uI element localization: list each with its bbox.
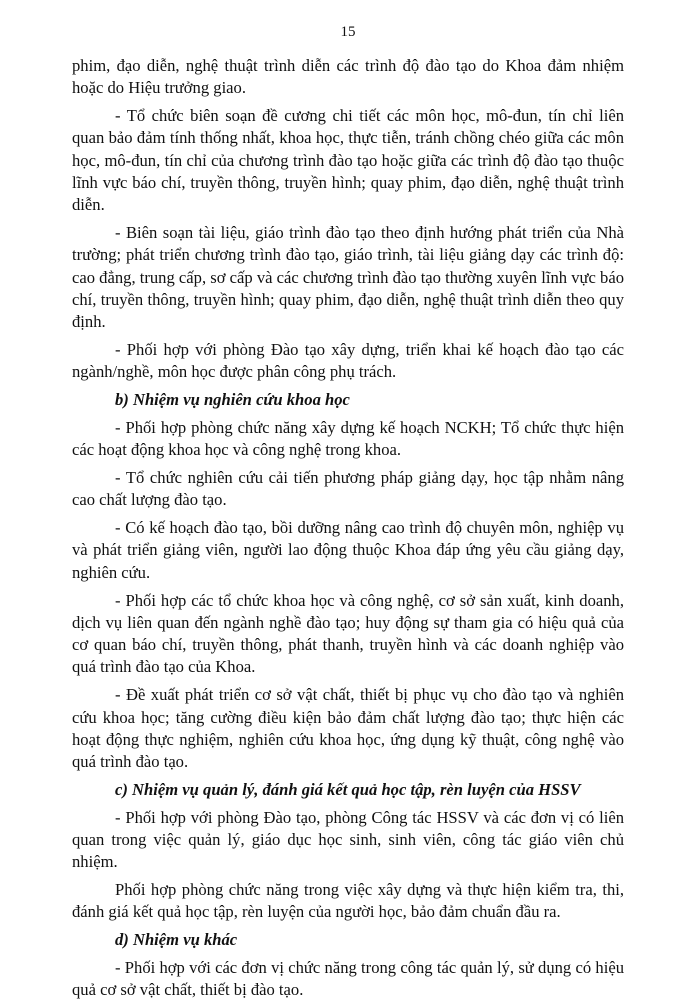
paragraph-syllabus-compilation: - Tổ chức biên soạn đề cương chi tiết các môn học, mô-đun, tín chỉ liên quan bảo đảm tính thống nhất, khoa học, thực tiễn, tránh chồng chéo giữa các môn học, mô-đun, tín chỉ của chương trình đào tạo hoặc giữa các trình độ đào tạo thuộc lĩnh vực báo chí, truyền thông, truyền hình; quay phim, đạo diễn, nghệ thuật trình diễn. [72, 106, 624, 215]
paragraph-facilities-usage: - Phối hợp với các đơn vị chức năng trong công tác quản lý, sử dụng có hiệu quả cơ sở vật chất, thiết bị đào tạo. [72, 957, 624, 1000]
paragraph-industry-cooperation: - Phối hợp các tổ chức khoa học và công nghệ, cơ sở sản xuất, kinh doanh, dịch vụ liên quan đến ngành nghề đào tạo; huy động sự tham gia có hiệu quả của cơ quan báo chí, truyền thông, phát thanh, truyền hình và các doanh nghiệp vào quá trình đào tạo của Khoa. [72, 590, 624, 677]
page-number: 15 [340, 24, 356, 40]
paragraph-textbook-compilation: - Biên soạn tài liệu, giáo trình đào tạo theo định hướng phát triển của Nhà trường; phát triển chương trình đào tạo, giáo trình, tài liệu giảng dạy các trình độ: cao đẳng, trung cấp, sơ cấp và các chương trình đào tạo thường xuyên lĩnh vực báo chí, truyền thông, truyền hình; quay phim, đạo diễn, nghệ thuật trình diễn theo quy định. [72, 223, 624, 332]
heading-research-duties: b) Nhiệm vụ nghiên cứu khoa học [115, 390, 350, 410]
paragraph-continuation: phim, đạo diễn, nghệ thuật trình diễn các trình độ đào tạo do Khoa đảm nhiệm hoặc do Hiệu trưởng giao. [72, 56, 624, 98]
heading-student-management-duties: c) Nhiệm vụ quản lý, đánh giá kết quả học tập, rèn luyện của HSSV [115, 779, 581, 799]
paragraph-teaching-method-research: - Tổ chức nghiên cứu cải tiến phương pháp giảng dạy, học tập nhằm nâng cao chất lượng đào tạo. [72, 468, 624, 510]
paragraph-research-plan: - Phối hợp phòng chức năng xây dựng kế hoạch NCKH; Tổ chức thực hiện các hoạt động khoa học và công nghệ trong khoa. [72, 417, 624, 460]
paragraph-student-management: - Phối hợp với phòng Đào tạo, phòng Công tác HSSV và các đơn vị có liên quan trong việc quản lý, giáo dục học sinh, sinh viên, công tác giáo viên chủ nhiệm. [72, 807, 624, 872]
heading-other-duties: d) Nhiệm vụ khác [115, 930, 238, 950]
paragraph-staff-development: - Có kế hoạch đào tạo, bồi dưỡng nâng cao trình độ chuyên môn, nghiệp vụ và phát triển giảng viên, người lao động thuộc Khoa đáp ứng yêu cầu giảng dạy, nghiên cứu. [72, 518, 624, 582]
paragraph-assessment: Phối hợp phòng chức năng trong việc xây dựng và thực hiện kiểm tra, thi, đánh giá kết quả học tập, rèn luyện của người học, bảo đảm chuẩn đầu ra. [72, 880, 624, 922]
paragraph-training-plan-coordination: - Phối hợp với phòng Đào tạo xây dựng, triển khai kế hoạch đào tạo các ngành/nghề, môn học được phân công phụ trách. [72, 340, 624, 382]
paragraph-facilities-proposal: - Đề xuất phát triển cơ sở vật chất, thiết bị phục vụ cho đào tạo và nghiên cứu khoa học; tăng cường điều kiện bảo đảm chất lượng đào tạo; thực hiện các hoạt động thực nghiệm, nghiên cứu khoa học, ứng dụng kỹ thuật, công nghệ vào quá trình đào tạo. [72, 685, 624, 772]
